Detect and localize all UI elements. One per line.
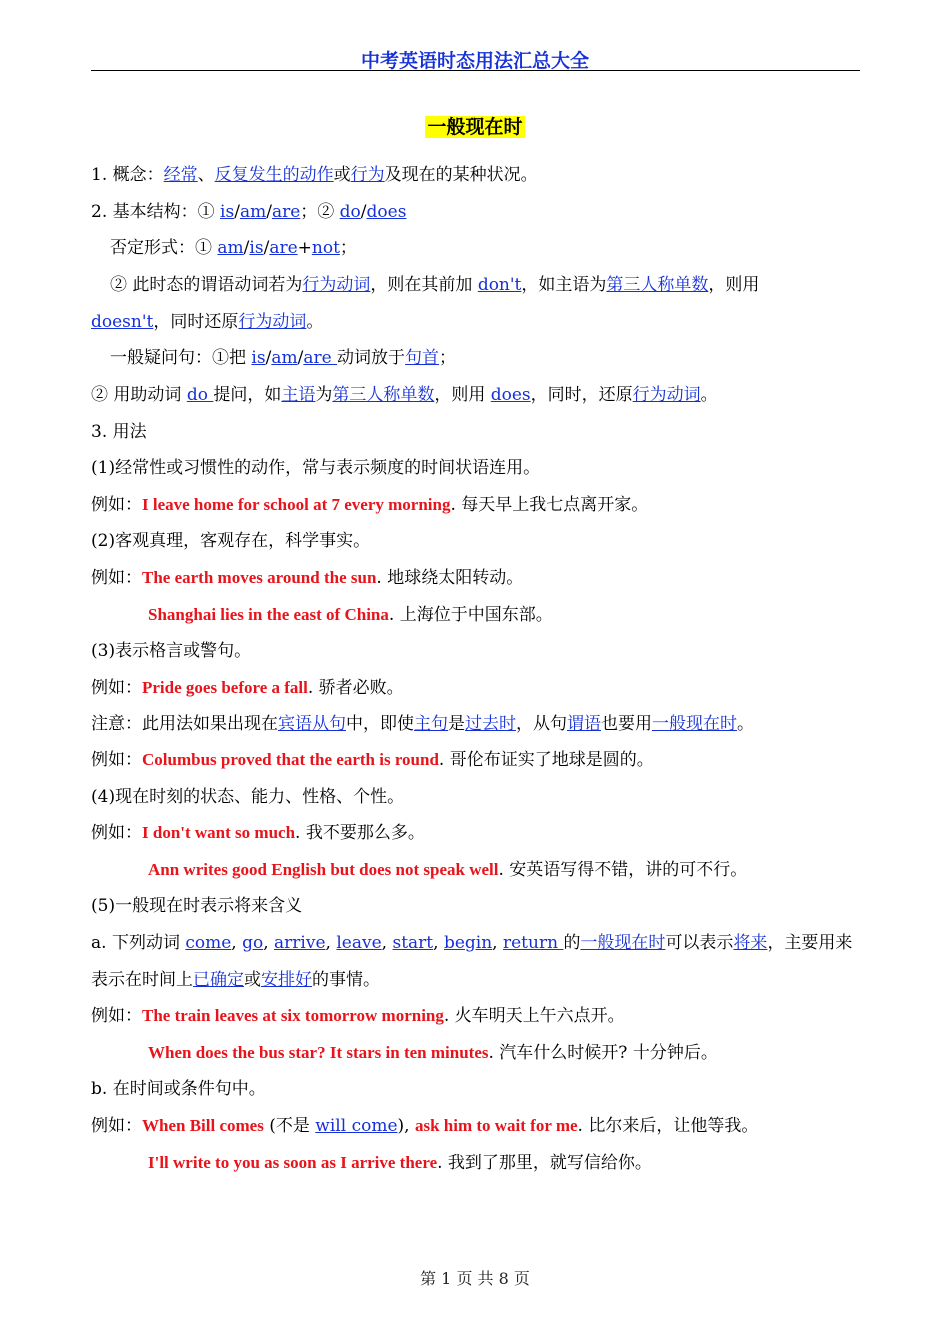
example-sentence: The train leaves at six tomorrow morning [142, 1006, 444, 1025]
text: / [360, 202, 367, 222]
link-term[interactable]: does [366, 202, 407, 222]
example-sentence: Pride goes before a fall [142, 678, 308, 697]
text: + [297, 238, 312, 258]
text: . 火车明天上午六点开。 [443, 1006, 625, 1026]
text: . 骄者必败。 [307, 678, 404, 698]
link-term[interactable]: 第三人称单数 [332, 385, 435, 405]
text: ，主要用来 [767, 933, 853, 953]
text: 的 [563, 933, 581, 953]
link-term[interactable]: 宾语从句 [278, 714, 346, 734]
text: 例如： [91, 678, 142, 698]
example-line [91, 677, 404, 699]
link-term[interactable]: will come [315, 1116, 398, 1136]
concept-line [91, 164, 538, 186]
text: 或 [333, 165, 351, 185]
link-term[interactable]: 已确定 [193, 970, 244, 990]
text: , [325, 933, 337, 953]
text: , [231, 933, 243, 953]
link-term[interactable]: leave [336, 933, 382, 953]
text: . 比尔来后，让他等我。 [577, 1116, 759, 1136]
section-heading [0, 112, 950, 139]
link-term[interactable]: 反复发生的动作 [214, 165, 334, 185]
text: . 地球绕太阳转动。 [376, 568, 524, 588]
text: 为 [315, 385, 333, 405]
usage-2: (2)客观真理，客观存在，科学事实。 [91, 531, 371, 551]
link-term[interactable]: 将来 [733, 933, 768, 953]
text: / [243, 238, 250, 258]
example-sentence: I leave home for school at 7 every morning [142, 495, 451, 514]
link-term[interactable]: 主语 [281, 385, 316, 405]
text: 提问，如 [213, 385, 282, 405]
question-line [110, 347, 456, 369]
text: 例如： [91, 568, 142, 588]
page-number: 第 1 页 共 8 页 [420, 1269, 530, 1288]
usage-5b: b. 在时间或条件句中。 [91, 1079, 266, 1099]
text: 1. 概念： [91, 165, 164, 185]
link-term[interactable]: are [271, 202, 301, 222]
link-term[interactable]: 过去时 [465, 714, 516, 734]
text: 例如： [91, 823, 142, 843]
link-term[interactable]: do [339, 202, 361, 222]
link-term[interactable]: return [502, 933, 564, 953]
text: ； [339, 238, 357, 258]
text: ，则用 [434, 385, 491, 405]
text: / [265, 348, 272, 368]
text: / [263, 238, 270, 258]
link-term[interactable]: 一般现在时 [580, 933, 666, 953]
link-term[interactable]: 一般现在时 [652, 714, 737, 734]
text: ，则在其前加 [370, 275, 478, 295]
example-sentence: When Bill comes [142, 1116, 264, 1135]
negative-form-line [110, 237, 357, 259]
text: 中，即使 [346, 714, 414, 734]
link-term[interactable]: doesn't [91, 312, 154, 332]
text: , [381, 933, 393, 953]
usage-5: (5)一般现在时表示将来含义 [91, 896, 303, 916]
link-term[interactable]: am [239, 202, 267, 222]
text: 动词放于 [337, 348, 406, 368]
text: 及现在的某种状况。 [384, 165, 538, 185]
note-line [91, 713, 754, 735]
example-sentence: When does the bus star? It stars in ten minutes [148, 1043, 489, 1062]
text: ，如主语为 [521, 275, 607, 295]
example-sentence: Shanghai lies in the east of China [148, 605, 389, 624]
text: . 上海位于中国东部。 [388, 605, 553, 625]
text: 。 [700, 385, 718, 405]
text: / [297, 348, 304, 368]
link-term[interactable]: am [217, 238, 244, 258]
title-rule [91, 70, 860, 71]
text: / [234, 202, 240, 222]
link-term[interactable]: do [186, 385, 214, 405]
text: 也要用 [601, 714, 652, 734]
text: 例如： [91, 1116, 142, 1136]
link-term[interactable]: start [392, 933, 434, 953]
link-term[interactable]: 第三人称单数 [606, 275, 709, 295]
text: ，从句 [516, 714, 567, 734]
link-term[interactable]: begin [443, 933, 493, 953]
text: ), [397, 1116, 415, 1136]
text: 否定形式：① [110, 238, 218, 258]
link-term[interactable]: 行为动词 [632, 385, 701, 405]
usage-1: (1)经常性或习惯性的动作，常与表示频度的时间状语连用。 [91, 458, 541, 478]
link-term[interactable]: go [242, 933, 264, 953]
text: . 每天早上我七点离开家。 [450, 495, 649, 515]
example-sentence: Columbus proved that the earth is round [142, 750, 439, 769]
link-term[interactable]: is [249, 238, 264, 258]
text: 或 [244, 970, 261, 990]
example-sentence: The earth moves around the sun [142, 568, 377, 587]
future-verbs-line [91, 932, 852, 954]
text: ；② [300, 202, 340, 222]
example-line [91, 749, 654, 771]
link-term[interactable]: 行为 [350, 165, 385, 185]
text: , [263, 933, 275, 953]
link-term[interactable]: don't [477, 275, 522, 295]
text: . 我不要那么多。 [295, 823, 425, 843]
example-line [91, 494, 648, 516]
link-term[interactable]: 安排好 [261, 970, 312, 990]
text: 可以表示 [665, 933, 734, 953]
section-heading-text: 一般现在时 [427, 116, 523, 138]
example-line [148, 859, 747, 881]
text: / [266, 202, 272, 222]
link-term[interactable]: come [185, 933, 232, 953]
link-term[interactable]: 经常 [163, 165, 198, 185]
example-line [148, 1152, 652, 1174]
link-term[interactable]: 主句 [414, 714, 448, 734]
text: ，同时还原 [153, 312, 239, 332]
text: 、 [197, 165, 215, 185]
example-line [91, 1115, 758, 1137]
example-line [91, 567, 523, 589]
text: 注意：此用法如果出现在 [91, 714, 278, 734]
link-term[interactable]: not [311, 238, 340, 258]
link-term[interactable]: arrive [274, 933, 326, 953]
usage-heading: 3. 用法 [91, 422, 147, 442]
example-line [91, 822, 425, 844]
negative-rule-cont [91, 311, 323, 333]
text: 的事情。 [312, 970, 380, 990]
text: 例如： [91, 750, 142, 770]
document-title: 中考英语时态用法汇总大全 [360, 50, 589, 72]
text: ② 用助动词 [91, 385, 187, 405]
usage-4: (4)现在时刻的状态、能力、性格、个性。 [91, 787, 405, 807]
example-sentence: I don't want so much [142, 823, 296, 842]
link-term[interactable]: does [490, 385, 531, 405]
text: 2. 基本结构：① [91, 202, 221, 222]
text: a. 下列动词 [91, 933, 186, 953]
text: ； [439, 348, 457, 368]
text: ，则用 [708, 275, 760, 295]
example-sentence: Ann writes good English but does not speak well [148, 860, 499, 879]
example-line [91, 1005, 625, 1027]
text: , [492, 933, 503, 953]
link-term[interactable]: 谓语 [567, 714, 601, 734]
link-term[interactable]: 句首 [405, 348, 440, 368]
future-verbs-cont [91, 969, 380, 991]
link-term[interactable]: are [269, 238, 298, 258]
text: 。 [737, 714, 754, 734]
link-term[interactable]: are [303, 348, 338, 368]
example-line [148, 1042, 718, 1064]
text: . 哥伦布证实了地球是圆的。 [438, 750, 654, 770]
text: ，同时，还原 [530, 385, 633, 405]
link-term[interactable]: 行为动词 [238, 312, 307, 332]
text: . 汽车什么时候开? 十分钟后。 [488, 1043, 718, 1063]
text: 表示在时间上 [91, 970, 193, 990]
text: 例如： [91, 1006, 142, 1026]
text: 例如： [91, 495, 142, 515]
link-term[interactable]: is [251, 348, 266, 368]
negative-rule-line [110, 274, 759, 296]
text: , [433, 933, 444, 953]
text: ② 此时态的谓语动词若为 [110, 275, 303, 295]
link-term[interactable]: 行为动词 [302, 275, 371, 295]
text: . 安英语写得不错，讲的可不行。 [498, 860, 748, 880]
usage-3: (3)表示格言或警句。 [91, 641, 252, 661]
text: 是 [448, 714, 465, 734]
example-sentence: ask him to wait for me [414, 1116, 578, 1135]
text: . 我到了那里，就写信给你。 [437, 1153, 652, 1173]
text: (不是 [263, 1116, 316, 1136]
text: 一般疑问句：①把 [110, 348, 252, 368]
link-term[interactable]: is [220, 202, 235, 222]
example-line [148, 604, 553, 626]
structure-line [91, 201, 406, 223]
question-rule-line [91, 384, 718, 406]
example-sentence: I'll write to you as soon as I arrive there [148, 1153, 438, 1172]
text: 。 [306, 312, 324, 332]
link-term[interactable]: am [271, 348, 298, 368]
